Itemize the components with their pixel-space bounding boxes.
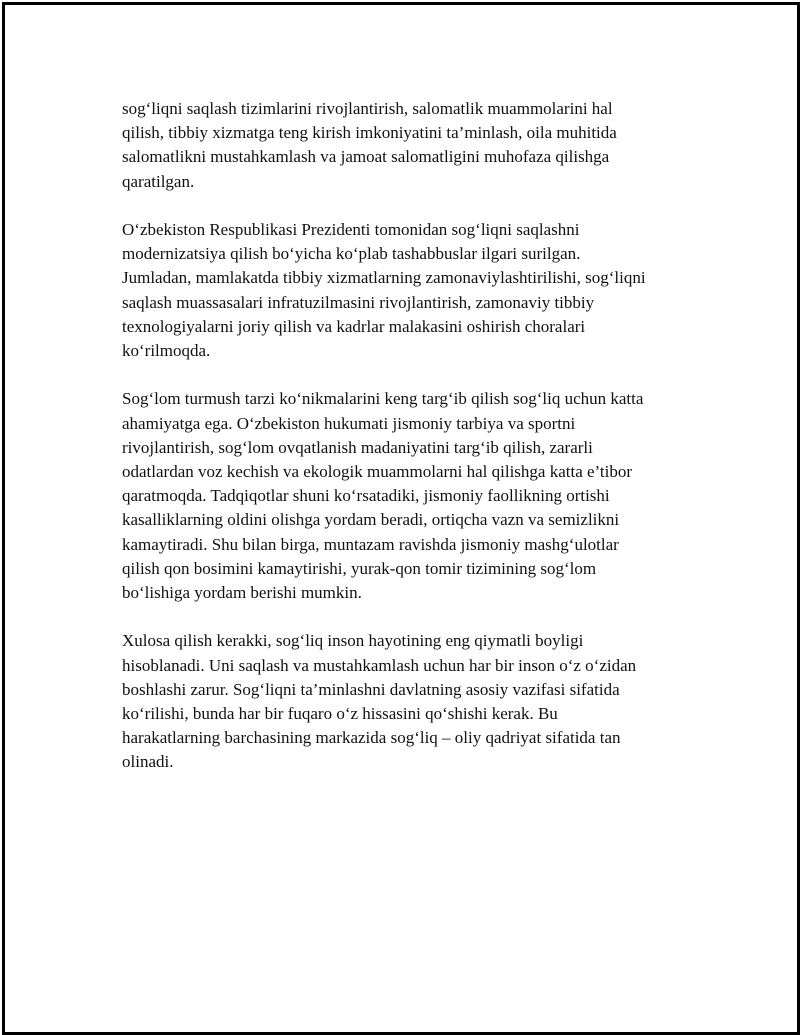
text-line: rivojlantirish, sog‘lom ovqatlanish madaniyatini targ‘ib qilish, zararli <box>122 437 593 457</box>
document-body <box>122 97 712 775</box>
paragraph-2 <box>122 218 712 363</box>
text-line: O‘zbekiston Respublikasi Prezidenti tomonidan sog‘liqni saqlashni <box>122 220 580 239</box>
text-line: saqlash muassasalari infratuzilmasini rivojlantirish, zamonaviy tibbiy <box>122 292 595 312</box>
text-line: bo‘lishiga yordam berishi mumkin. <box>122 583 362 603</box>
text-line: modernizatsiya qilish bo‘yicha ko‘plab tashabbuslar ilgari surilgan. <box>122 244 581 264</box>
text-line: kamaytiradi. Shu bilan birga, muntazam ravishda jismoniy mashg‘ulotlar <box>122 534 619 554</box>
text-line: qilish qon bosimini kamaytirishi, yurak-qon tomir tizimining sog‘lom <box>122 558 597 578</box>
text-line: ahamiyatga ega. O‘zbekiston hukumati jismoniy tarbiya va sportni <box>122 413 576 433</box>
text-line: sog‘liqni saqlash tizimlarini rivojlantirish, salomatlik muammolarini hal <box>122 99 613 118</box>
paragraph-3 <box>122 387 712 605</box>
text-line: Jumladan, mamlakatda tibbiy xizmatlarning zamonaviylashtirilishi, sog‘liqni <box>122 268 646 288</box>
paragraph-4 <box>122 629 712 774</box>
text-line: boshlashi zarur. Sog‘liqni ta’minlashni davlatning asosiy vazifasi sifatida <box>122 679 620 699</box>
text-line: Sog‘lom turmush tarzi ko‘nikmalarini keng targ‘ib qilish sog‘liq uchun katta <box>122 389 644 409</box>
text-line: qaratmoqda. Tadqiqotlar shuni ko‘rsatadiki, jismoniy faollikning ortishi <box>122 486 610 506</box>
text-line: kasalliklarning oldini olishga yordam beradi, ortiqcha vazn va semizlikni <box>122 510 620 530</box>
text-line: texnologiyalarni joriy qilish va kadrlar malakasini oshirish choralari <box>122 316 586 336</box>
text-line: Xulosa qilish kerakki, sog‘liq inson hayotining eng qiymatli boyligi <box>122 631 584 651</box>
page-frame <box>2 2 800 1035</box>
text-line: qilish, tibbiy xizmatga teng kirish imkoniyatini ta’minlash, oila muhitida <box>122 123 617 143</box>
text-line: olinadi. <box>122 752 174 772</box>
paragraph-1 <box>122 97 712 194</box>
text-line: qaratilgan. <box>122 171 195 191</box>
text-line: ko‘rilishi, bunda har bir fuqaro o‘z hissasini qo‘shishi kerak. Bu <box>122 704 558 724</box>
text-line: salomatlikni mustahkamlash va jamoat salomatligini muhofaza qilishga <box>122 147 610 167</box>
text-line: ko‘rilmoqda. <box>122 341 211 361</box>
text-line: harakatlarning barchasining markazida sog‘liq – oliy qadriyat sifatida tan <box>122 728 621 748</box>
text-line: hisoblanadi. Uni saqlash va mustahkamlash uchun har bir inson o‘z o‘zidan <box>122 655 637 675</box>
text-line: odatlardan voz kechish va ekologik muammolarni hal qilishga katta e’tibor <box>122 462 633 482</box>
